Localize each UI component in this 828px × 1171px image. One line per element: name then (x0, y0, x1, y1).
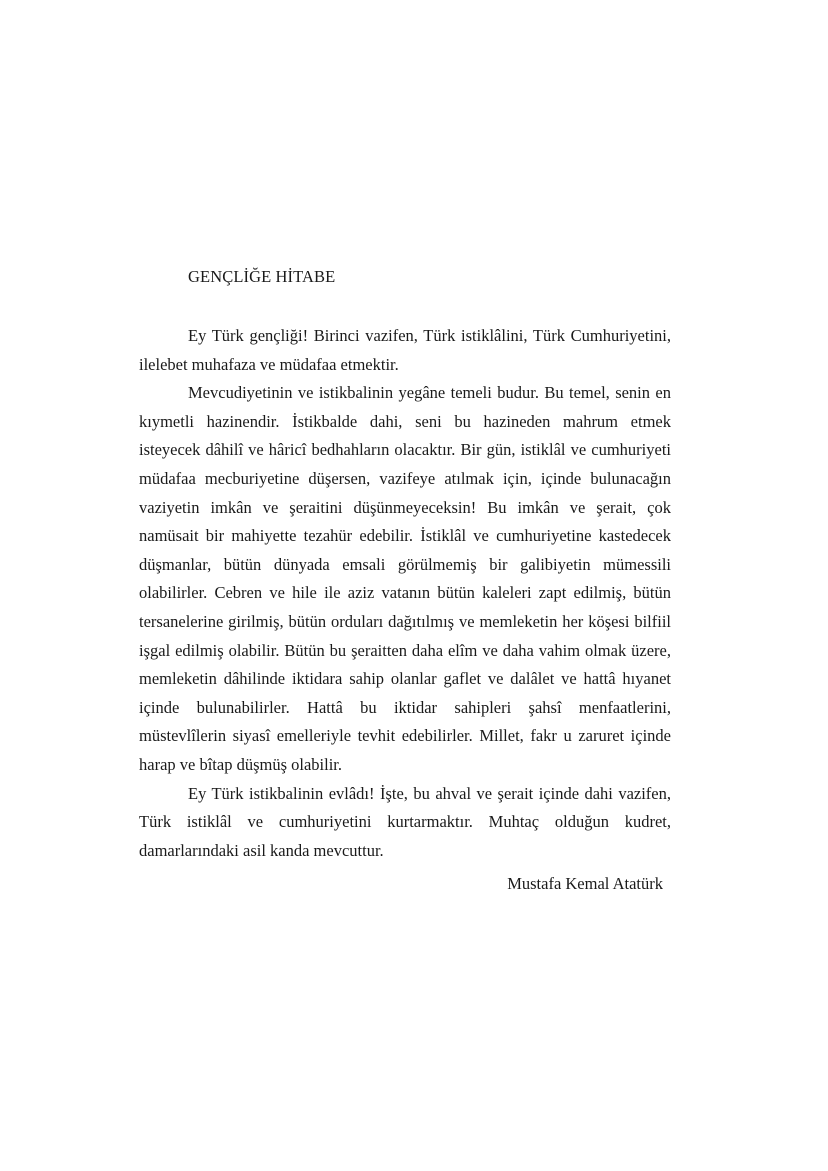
paragraph-2-line-12: içinde bulunabilirler. Hattâ bu iktidar sahipleri şahsî menfaatlerini, (139, 697, 671, 717)
paragraph-2-line-4: müdafaa mecburiyetine düşersen, vazifeye atılmak için, içinde bulunacağın (139, 468, 671, 488)
paragraph-2-line-8: olabilirler. Cebren ve hile ile aziz vatanın bütün kaleleri zapt edilmiş, bütün (139, 583, 671, 603)
paragraph-2-line-6: namüsait bir mahiyette tezahür edebilir. İstiklâl ve cumhuriyetine kastedecek (139, 526, 671, 546)
paragraph-1-line-1: Ey Türk gençliği! Birinci vazifen, Türk istiklâlini, Türk Cumhuriyetini, (188, 326, 671, 345)
paragraph-2-line-9: tersanelerine girilmiş, bütün orduları dağıtılmış ve memleketin her köşesi bilfiil (139, 611, 671, 631)
paragraph-2-line-14: harap ve bîtap düşmüş olabilir. (139, 754, 343, 774)
document-body (139, 322, 671, 865)
paragraph-3-line-1: Ey Türk istikbalinin evlâdı! İşte, bu ahval ve şerait içinde dahi vazifen, (188, 783, 671, 803)
paragraph-3-line-2: Türk istiklâl ve cumhuriyetini kurtarmaktır. Muhtaç olduğun kudret, (139, 812, 671, 832)
paragraph-2-line-11: memleketin dâhilinde iktidara sahip olanlar gaflet ve dalâlet ve hattâ hıyanet (139, 669, 671, 689)
paragraph-2-line-13: müstevlîlerin siyasî emelleriyle tevhit edebilirler. Millet, fakr u zaruret içinde (139, 726, 671, 746)
paragraph-2-line-5: vaziyetin imkân ve şeraitini düşünmeyeceksin! Bu imkân ve şerait, çok (139, 497, 671, 517)
paragraph-3-line-3: damarlarındaki asil kanda mevcuttur. (139, 840, 384, 860)
paragraph-2-line-1: Mevcudiyetinin ve istikbalinin yegâne temeli budur. Bu temel, senin en (188, 383, 671, 403)
paragraph-2-line-10: işgal edilmiş olabilir. Bütün bu şeraitten daha elîm ve daha vahim olmak üzere, (139, 640, 671, 660)
document-title: GENÇLİĞE HİTABE (188, 267, 336, 286)
paragraph-1-line-2: ilelebet muhafaza ve müdafaa etmektir. (139, 354, 399, 374)
paragraph-2-line-3: isteyecek dâhilî ve hâricî bedhahların olacaktır. Bir gün, istiklâl ve cumhuriyeti (139, 440, 671, 460)
paragraph-2-line-7: düşmanlar, bütün dünyada emsali görülmemiş bir galibiyetin mümessili (139, 554, 671, 574)
signature: Mustafa Kemal Atatürk (507, 874, 663, 893)
paragraph-2-line-2: kıymetli hazinendir. İstikbalde dahi, seni bu hazineden mahrum etmek (139, 411, 671, 431)
